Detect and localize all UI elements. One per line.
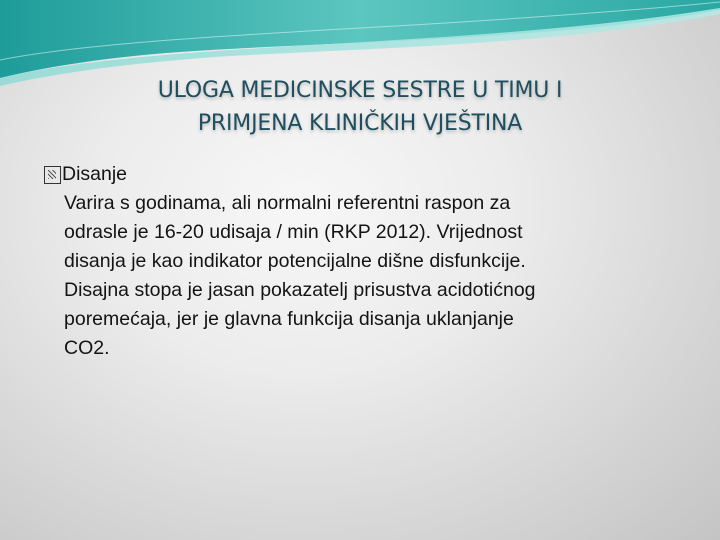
slide-title-line-1: ULOGA MEDICINSKE SESTRE U TIMU I: [157, 78, 563, 103]
bullet-heading-row: [44, 160, 674, 189]
paragraph-line-2: odrasle je 16-20 udisaja / min (RKP 2012). Vrijednost: [64, 221, 523, 243]
paragraph-line-4: Disajna stopa je jasan pokazatelj prisustva acidotićnog: [64, 279, 536, 301]
bullet-content: [44, 160, 674, 363]
paragraph-line-3: disanja je kao indikator potencijalne dišne disfunkcije.: [64, 250, 526, 272]
paragraph-line-6: CO2.: [64, 337, 110, 359]
slide-title: [60, 74, 660, 140]
paragraph-line-5: poremećaja, jer je glavna funkcija disanja uklanjanje: [64, 308, 514, 330]
bullet-heading: Disanje: [62, 163, 128, 185]
placeholder-box-icon: [44, 166, 61, 184]
slide-title-line-2: PRIMJENA KLINIČKIH VJEŠTINA: [197, 111, 523, 136]
bullet-paragraph: [44, 189, 674, 363]
paragraph-line-1: Varira s godinama, ali normalni referentni raspon za: [64, 192, 511, 214]
